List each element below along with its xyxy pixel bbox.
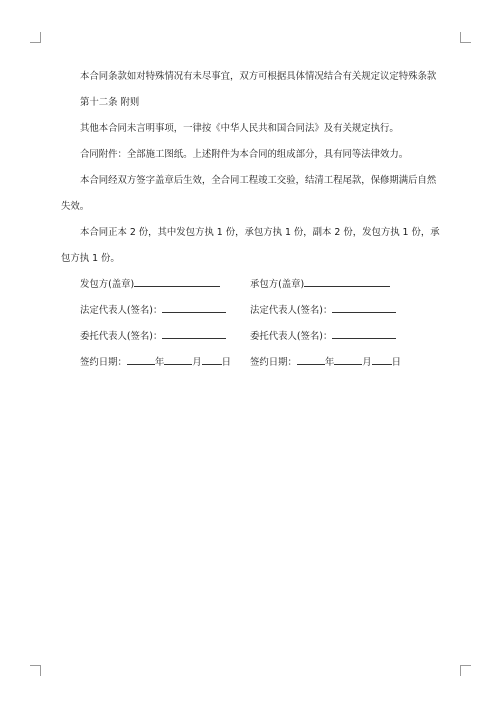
legal-rep-left-field [80,298,226,324]
crop-mark-top-left [30,32,41,43]
paragraph-other-matters: 其他本合同未言明事项，一律按《中华人民共和国合同法》及有关规定执行。 [80,123,399,134]
agent-right-blank[interactable] [332,329,396,339]
crop-mark-bottom-right [460,665,471,676]
signature-row-date [61,350,441,376]
legal-rep-right-blank[interactable] [332,303,396,313]
date-left-year-blank[interactable] [127,355,155,365]
paragraph-effectiveness: 本合同经双方签字盖章后生效，全合同工程竣工交验，结清工程尾款，保修期满后自然失效。 [61,175,437,212]
legal-rep-left-label: 法定代表人(签名)： [80,305,163,316]
signature-row-legal-rep [61,298,441,324]
paragraph-attachments: 合同附件：全部施工图纸。上述附件为本合同的组成部分，具有同等法律效力。 [80,149,409,160]
employer-seal-label: 发包方(盖章) [80,279,135,290]
crop-mark-top-right [460,32,471,43]
agent-left-field [80,324,226,350]
contractor-seal-field [250,272,390,298]
date-right-day-blank[interactable] [372,355,392,365]
date-left-field [80,350,231,376]
paragraph-special-terms: 本合同条款如对特殊情况有未尽事宜，双方可根据具体情况结合有关规定议定特殊条款 [80,71,437,82]
employer-seal-field [80,272,220,298]
agent-left-label: 委托代表人(签名)： [80,331,163,342]
date-right-year-label: 年 [324,357,335,368]
date-left-month-blank[interactable] [164,355,192,365]
article-heading: 第十二条 附则 [80,97,140,108]
date-left-day-label: 日 [221,357,232,368]
date-left-label: 签约日期： [80,357,127,368]
paragraph-copies: 本合同正本 2 份，其中发包方执 1 份，承包方执 1 份，副本 2 份，发包方执 1 份，承包方执 1 份。 [61,227,440,264]
agent-right-label: 委托代表人(签名)： [250,331,333,342]
date-left-year-label: 年 [154,357,165,368]
document-body [61,64,441,376]
signature-row-agent [61,324,441,350]
legal-rep-right-field [250,298,396,324]
date-right-day-label: 日 [391,357,402,368]
date-right-field [250,350,401,376]
date-right-year-blank[interactable] [297,355,325,365]
date-left-month-label: 月 [192,357,202,368]
contractor-seal-blank[interactable] [304,277,390,287]
employer-seal-blank[interactable] [134,277,220,287]
date-left-day-blank[interactable] [202,355,222,365]
crop-mark-bottom-left [30,665,41,676]
agent-right-field [250,324,396,350]
contractor-seal-label: 承包方(盖章) [250,279,305,290]
date-right-month-label: 月 [362,357,372,368]
legal-rep-left-blank[interactable] [162,303,226,313]
agent-left-blank[interactable] [162,329,226,339]
signature-row-seal [61,272,441,298]
date-right-label: 签约日期： [250,357,297,368]
legal-rep-right-label: 法定代表人(签名)： [250,305,333,316]
date-right-month-blank[interactable] [334,355,362,365]
